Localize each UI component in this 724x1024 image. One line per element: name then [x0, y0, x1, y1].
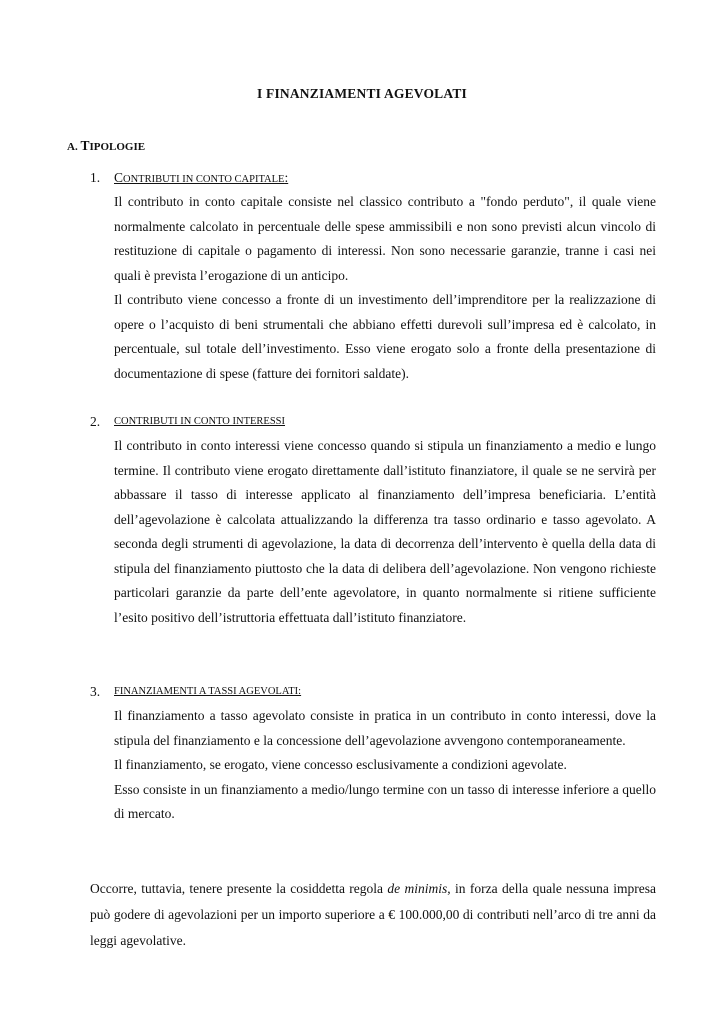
item-title: CONTRIBUTI IN CONTO CAPITALE: [114, 170, 289, 185]
section-heading-tipologie [67, 138, 145, 154]
item-paragraph: Il contributo in conto interessi viene concesso quando si stipula un finanziamento a medio e lungo termine. Il contributo viene erogato direttamente dall’istituto finanziatore, il quale se ne servirà per abbassare il tasso di interesse applicato al finanziamento dell’impresa beneficiaria. L’entità dell’agevolazione è calcolata attualizzando la differenza tra tasso ordinario e tasso agevolato. A seconda degli strumenti di agevolazione, la data di decorrenza dell’intervento è quella della data di stipula del finanziamento piuttosto che la data di delibera dell’agevolazione. Non vengono richieste particolari garanzie da parte dell’ente agevolatore, in quanto normalmente si ritiene sufficiente l’esito positivo dell’istruttoria effettuata dall’istituto finanziatore. [114, 438, 656, 625]
list-item-finanziamenti-tassi-agevolati [90, 680, 656, 827]
item-paragraph: Esso consiste in un finanziamento a medio/lungo termine con un tasso di interesse inferiore a quello di mercato. [114, 781, 656, 821]
item-paragraph: Il contributo in conto capitale consiste nel classico contributo a "fondo perduto", il quale viene normalmente calcolato in percentuale delle spese ammissibili e non sono previsti alcun vincolo di restituzione di capitale o pagamento di interessi. Non sono necessarie garanzie, tranne i casi nei quali è prevista l’erogazione di un anticipo. [114, 194, 656, 283]
item-number: 1. [90, 170, 101, 185]
item-paragraph: Il finanziamento, se erogato, viene concesso esclusivamente a condizioni agevolate. [114, 757, 567, 772]
section-first-letter: T [80, 138, 90, 153]
item-title: FINANZIAMENTI A TASSI AGEVOLATI: [114, 686, 302, 697]
item-number: 2. [90, 414, 101, 429]
section-letter: A. [67, 141, 78, 153]
item-title: CONTRIBUTI IN CONTO INTERESSI [114, 416, 286, 427]
item-paragraph: Il finanziamento a tasso agevolato consiste in pratica in un contributo in conto interessi, dove la stipula del finanziamento e la concessione dell’agevolazione avvengono contemporaneamente. [114, 708, 656, 748]
document-title: I FINANZIAMENTI AGEVOLATI [256, 86, 467, 101]
de-minimis-term: de minimis [387, 881, 448, 896]
item-number: 3. [90, 684, 101, 699]
closing-paragraph: Occorre, tuttavia, tenere presente la cosiddetta regola de minimis, in forza della quale nessuna impresa può godere di agevolazioni per un importo superiore a € 100.000,00 di contributi nell’arco di tre anni da leggi agevolative. [90, 881, 657, 948]
section-rest: IPOLOGIE [89, 141, 146, 153]
item-paragraph: Il contributo viene concesso a fronte di un investimento dell’imprenditore per la realizzazione di opere o l’acquisto di beni strumentali che abbiano effetti durevoli sull’impresa ed è calcolato, in percentuale, sul totale dell’investimento. Esso viene erogato solo a fronte della presentazione di documentazione di spese (fatture dei fornitori saldate). [114, 292, 656, 381]
list-item-contributi-conto-interessi [90, 410, 656, 630]
list-item-contributi-conto-capitale [90, 166, 656, 386]
